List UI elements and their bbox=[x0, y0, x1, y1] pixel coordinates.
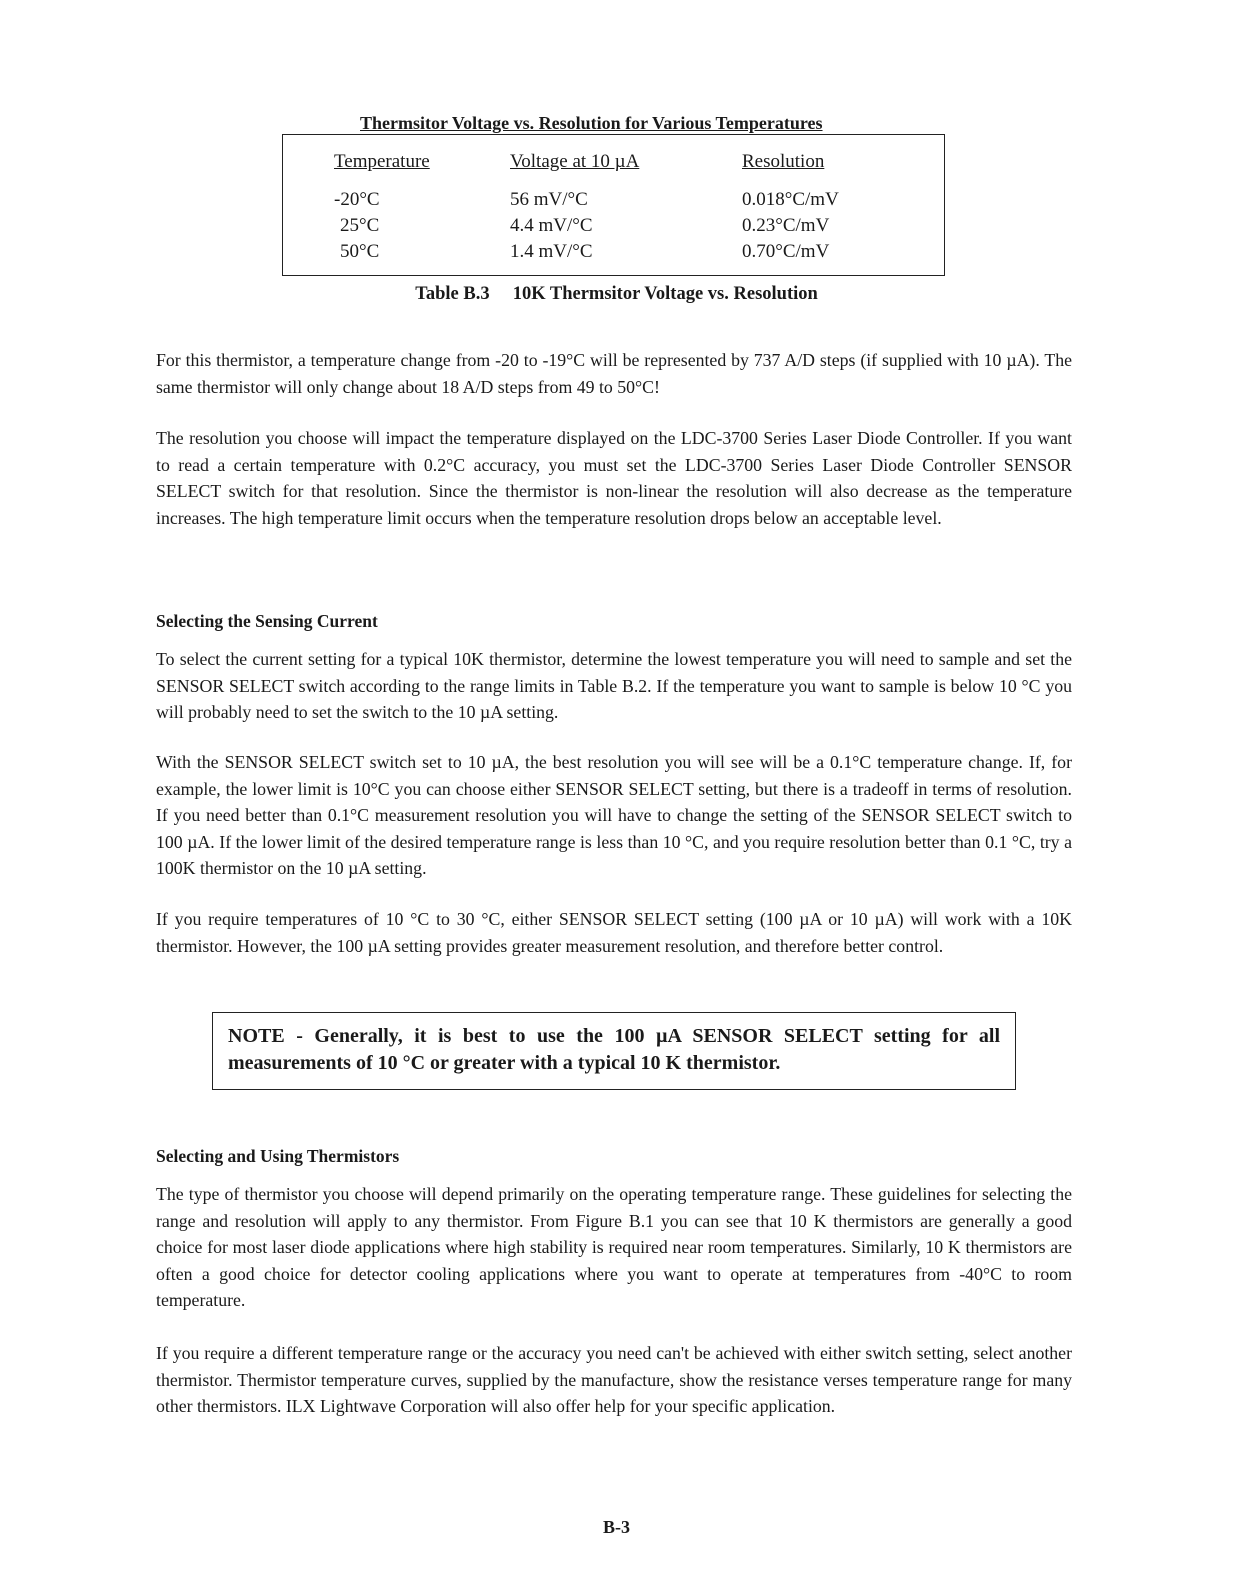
heading-using-thermistors: Selecting and Using Thermistors bbox=[156, 1146, 400, 1166]
table-cell: 56 mV/°C bbox=[510, 189, 588, 210]
table-caption: Table B.3 10K Thermsitor Voltage vs. Resolution bbox=[415, 284, 818, 304]
table-cell: 1.4 mV/°C bbox=[510, 241, 593, 262]
paragraph-select-current: To select the current setting for a typical 10K thermistor, determine the lowest temperature you will need to sample and set the SENSOR SELECT switch according to the range limits in Table B.2. If the temperature you want to sample is below 10 °C you will probably need to set the switch to the 10 µA setting. bbox=[156, 649, 1072, 722]
table-header-resolution: Resolution bbox=[742, 151, 825, 172]
table-header-voltage: Voltage at 10 µA bbox=[510, 151, 640, 172]
table-cell: 0.23°C/mV bbox=[742, 215, 830, 236]
resolution-table bbox=[282, 134, 945, 276]
table-header-temperature: Temperature bbox=[334, 151, 430, 172]
table-cell: 0.018°C/mV bbox=[742, 189, 839, 210]
table-cell: -20°C bbox=[334, 189, 380, 210]
paragraph-ad-steps: For this thermistor, a temperature change from -20 to -19°C will be represented by 737 A/D steps (if supplied with 10 µA). The same thermistor will only change about 18 A/D steps from 49 to 50°C! bbox=[156, 350, 1072, 397]
heading-sensing-current: Selecting the Sensing Current bbox=[156, 611, 378, 631]
paragraph-thermistor-type: The type of thermistor you choose will depend primarily on the operating temperature range. These guidelines for selecting the range and resolution will apply to any thermistor. From Figure B.1 you can see that 10 K thermistors are generally a good choice for most laser diode applications where high stability is required near room temperatures. Similarly, 10 K thermistors are often a good choice for detector cooling applications where you want to operate at temperatures from -40°C to room temperature. bbox=[156, 1184, 1072, 1310]
table-cell: 4.4 mV/°C bbox=[510, 215, 593, 236]
paragraph-10ua-switch: With the SENSOR SELECT switch set to 10 µA, the best resolution you will see will be a 0.1°C temperature change. If, for example, the lower limit is 10°C you can choose either SENSOR SELECT setting, but there is a tradeoff in terms of resolution. If you need better than 0.1°C measurement resolution you will have to change the setting of the SENSOR SELECT switch to 100 µA. If the lower limit of the desired temperature range is less than 10 °C, and you require resolution better than 0.1 °C, try a 100K thermistor on the 10 µA setting. bbox=[156, 752, 1072, 878]
paragraph-different-range: If you require a different temperature range or the accuracy you need can't be achieved with either switch setting, select another thermistor. Thermistor temperature curves, supplied by the manufacture, show the resistance verses temperature range for many other thermistors. ILX Lightwave Corporation will also offer help for your specific application. bbox=[156, 1343, 1072, 1416]
table-title: Thermsitor Voltage vs. Resolution for Various Temperatures bbox=[360, 113, 823, 133]
table-cell: 0.70°C/mV bbox=[742, 241, 830, 262]
table-cell: 25°C bbox=[340, 215, 380, 236]
page-number: B-3 bbox=[603, 1517, 630, 1537]
paragraph-resolution: The resolution you choose will impact the temperature displayed on the LDC-3700 Series Laser Diode Controller. If you want to read a certain temperature with 0.2°C accuracy, you must set the LDC-3700 Series Laser Diode Controller SENSOR SELECT switch for that resolution. Since the thermistor is non-linear the resolution will also decrease as the temperature increases. The high temperature limit occurs when the temperature resolution drops below an acceptable level. bbox=[156, 428, 1072, 528]
table-cell: 50°C bbox=[340, 241, 380, 262]
paragraph-10-to-30: If you require temperatures of 10 °C to 30 °C, either SENSOR SELECT setting (100 µA or 10 µA) will work with a 10K thermistor. However, the 100 µA setting provides greater measurement resolution, and therefore better control. bbox=[156, 909, 1072, 956]
note-box bbox=[212, 1012, 1016, 1090]
note-text: NOTE - Generally, it is best to use the 100 µA SENSOR SELECT setting for all measurements of 10 °C or greater with a typical 10 K thermistor. bbox=[228, 1025, 1000, 1074]
